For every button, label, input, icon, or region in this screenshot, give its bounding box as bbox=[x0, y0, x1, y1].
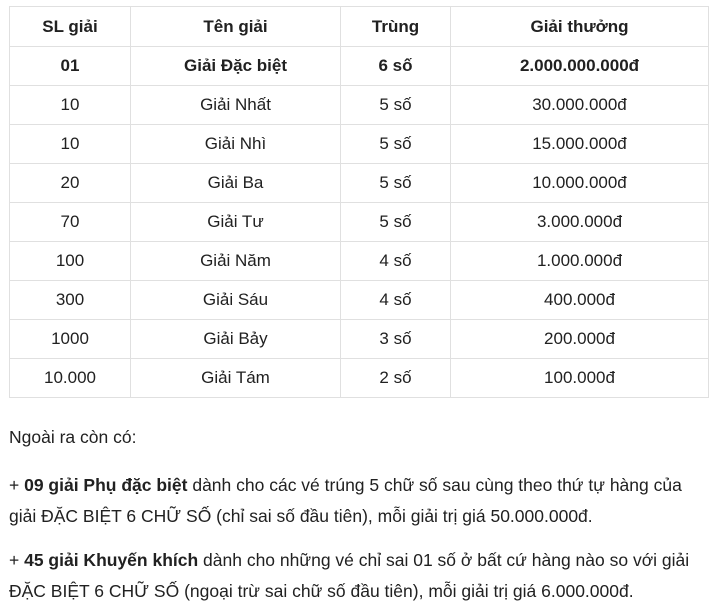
cell-prize-name: Giải Nhất bbox=[131, 86, 341, 125]
cell-prize-value: 10.000.000đ bbox=[451, 164, 709, 203]
cell-match: 5 số bbox=[341, 203, 451, 242]
cell-match: 5 số bbox=[341, 125, 451, 164]
cell-prize-name: Giải Ba bbox=[131, 164, 341, 203]
note-consolation-prize bbox=[9, 545, 710, 604]
lottery-prize-page bbox=[0, 6, 720, 604]
cell-match: 5 số bbox=[341, 86, 451, 125]
note-text: dành cho các vé trúng 5 chữ số sau cùng theo thứ tự hàng của giải ĐẶC BIỆT 6 CHỮ SỐ (chỉ sai số đầu tiên), mỗi giải trị giá 50.000.000đ. bbox=[9, 475, 682, 526]
note-prefix: + bbox=[9, 550, 25, 570]
cell-match: 5 số bbox=[341, 164, 451, 203]
cell-quantity: 10 bbox=[10, 125, 131, 164]
cell-prize-name: Giải Nhì bbox=[131, 125, 341, 164]
table-row bbox=[10, 47, 709, 86]
prize-table bbox=[9, 6, 709, 398]
notes-section bbox=[9, 426, 710, 604]
table-row bbox=[10, 164, 709, 203]
cell-quantity: 1000 bbox=[10, 320, 131, 359]
cell-quantity: 20 bbox=[10, 164, 131, 203]
cell-quantity: 10 bbox=[10, 86, 131, 125]
header-row bbox=[10, 7, 709, 47]
cell-prize-value: 400.000đ bbox=[451, 281, 709, 320]
cell-quantity: 100 bbox=[10, 242, 131, 281]
header-match: Trùng bbox=[341, 7, 451, 47]
cell-prize-value: 3.000.000đ bbox=[451, 203, 709, 242]
cell-match: 4 số bbox=[341, 281, 451, 320]
note-bold-label: 09 giải Phụ đặc biệt bbox=[24, 475, 188, 495]
prize-table-header bbox=[10, 7, 709, 47]
header-quantity: SL giải bbox=[10, 7, 131, 47]
note-special-sub-prize bbox=[9, 470, 710, 532]
table-row bbox=[10, 281, 709, 320]
table-row bbox=[10, 242, 709, 281]
cell-prize-name: Giải Tư bbox=[131, 203, 341, 242]
cell-prize-name: Giải Tám bbox=[131, 359, 341, 398]
cell-match: 2 số bbox=[341, 359, 451, 398]
note-text: dành cho những vé chỉ sai 01 số ở bất cứ hàng nào so với giải ĐẶC BIỆT 6 CHỮ SỐ (ngoại trừ sai chữ số đầu tiên), mỗi giải trị giá 6.000.000đ. bbox=[9, 550, 690, 601]
cell-prize-value: 100.000đ bbox=[451, 359, 709, 398]
cell-quantity: 70 bbox=[10, 203, 131, 242]
header-prize-value: Giải thưởng bbox=[451, 7, 709, 47]
table-row bbox=[10, 203, 709, 242]
cell-match: 6 số bbox=[341, 47, 451, 86]
cell-quantity: 10.000 bbox=[10, 359, 131, 398]
cell-prize-name: Giải Năm bbox=[131, 242, 341, 281]
cell-prize-name: Giải Bảy bbox=[131, 320, 341, 359]
cell-prize-value: 2.000.000.000đ bbox=[451, 47, 709, 86]
cell-prize-name: Giải Sáu bbox=[131, 281, 341, 320]
table-row bbox=[10, 359, 709, 398]
cell-prize-name: Giải Đặc biệt bbox=[131, 47, 341, 86]
cell-prize-value: 200.000đ bbox=[451, 320, 709, 359]
prize-table-body bbox=[10, 47, 709, 398]
note-prefix: + bbox=[9, 475, 25, 495]
cell-quantity: 300 bbox=[10, 281, 131, 320]
header-prize-name: Tên giải bbox=[131, 7, 341, 47]
cell-quantity: 01 bbox=[10, 47, 131, 86]
note-bold-label: 45 giải Khuyến khích bbox=[24, 550, 199, 570]
notes-intro: Ngoài ra còn có: bbox=[9, 427, 137, 447]
cell-match: 4 số bbox=[341, 242, 451, 281]
cell-prize-value: 1.000.000đ bbox=[451, 242, 709, 281]
cell-prize-value: 15.000.000đ bbox=[451, 125, 709, 164]
table-row bbox=[10, 86, 709, 125]
table-row bbox=[10, 320, 709, 359]
cell-prize-value: 30.000.000đ bbox=[451, 86, 709, 125]
cell-match: 3 số bbox=[341, 320, 451, 359]
table-row bbox=[10, 125, 709, 164]
